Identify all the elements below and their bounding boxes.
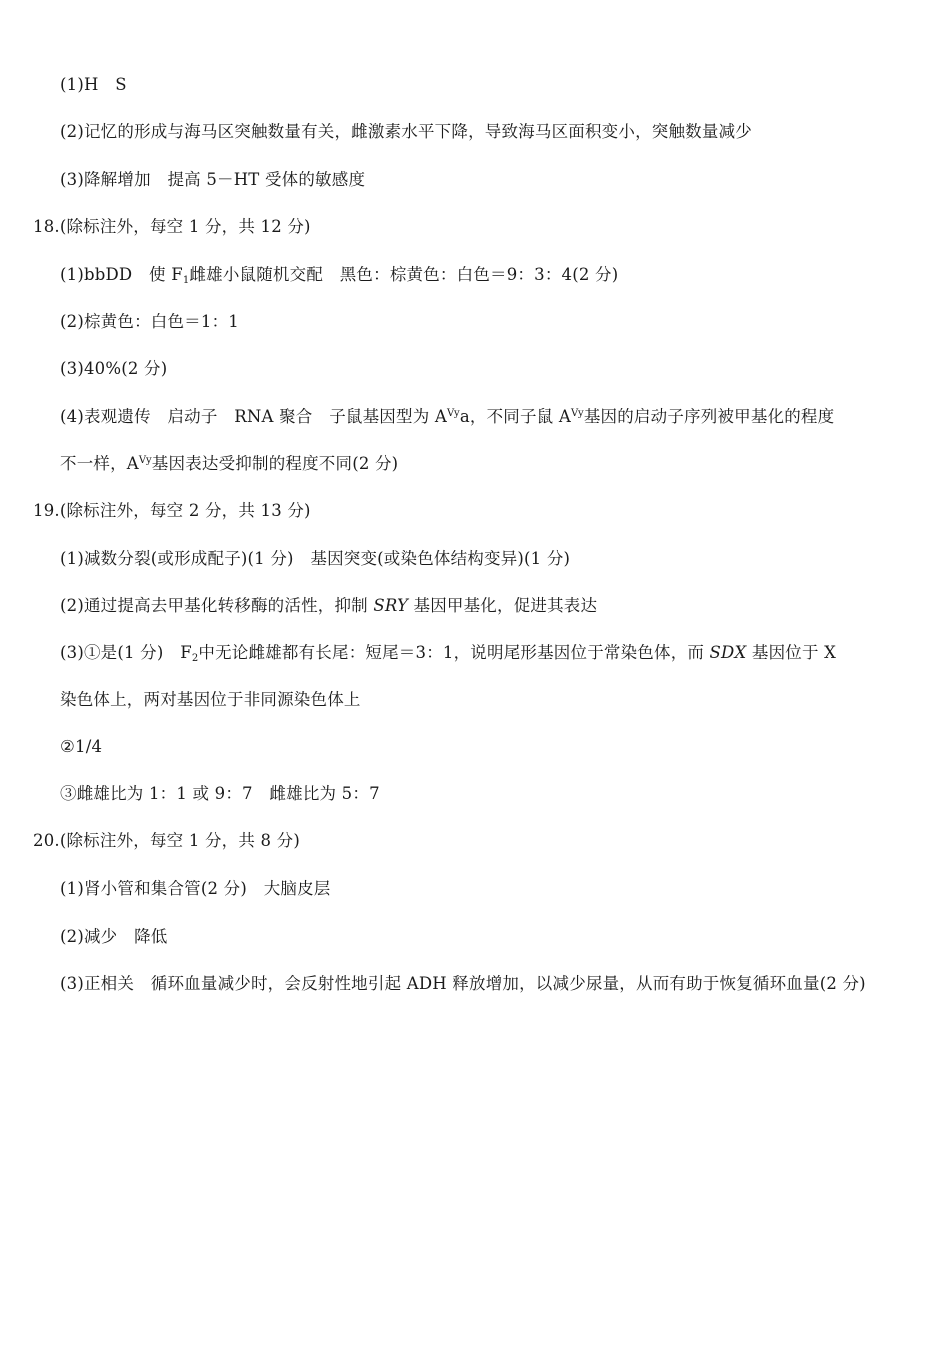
- q18-answer-1-sub: 1: [182, 275, 190, 286]
- q19-answer-2-pre: (2)通过提高去甲基化转移酶的活性，抑制: [60, 596, 374, 615]
- q19-answer-3-gene: SDX: [709, 643, 747, 662]
- q17-answer-2: (2)记忆的形成与海马区突触数量有关，雌激素水平下降，导致海马区面积变小，突触数量减少: [60, 122, 752, 141]
- q20-answer-3: (3)正相关 循环血量减少时，会反射性地引起 ADH 释放增加，以减少尿量，从而有助于恢复循环血量(2 分): [60, 974, 866, 993]
- q18-answer-3: (3)40%(2 分): [60, 359, 168, 378]
- q18-answer-1-pre: (1)bbDD 使 F: [60, 265, 183, 284]
- q18-answer-4-part1: (4)表观遗传 启动子 RNA 聚合 子鼠基因型为 A: [60, 407, 447, 426]
- q18-answer-4-cont-pre: 不一样，A: [60, 454, 139, 473]
- q19-answer-3-post: 基因位于 X: [746, 643, 837, 662]
- q19-answer-3: [60, 642, 836, 664]
- q20-header: 20.(除标注外，每空 1 分，共 8 分): [33, 831, 300, 850]
- q18-answer-2: (2)棕黄色：白色＝1：1: [60, 312, 239, 331]
- q19-answer-3-2: ②1/4: [60, 737, 103, 756]
- q18-answer-4-cont-sup: Vy: [138, 455, 152, 466]
- q18-answer-4: [60, 406, 834, 428]
- q17-answer-3: (3)降解增加 提高 5－HT 受体的敏感度: [60, 170, 366, 189]
- q18-answer-4-part3: 基因的启动子序列被甲基化的程度: [583, 407, 835, 426]
- q20-answer-1: (1)肾小管和集合管(2 分) 大脑皮层: [60, 879, 331, 898]
- q18-answer-1: [60, 264, 618, 286]
- q18-answer-4-cont-post: 基因表达受抑制的程度不同(2 分): [151, 454, 399, 473]
- q19-answer-3-mid: 中无论雌雄都有长尾：短尾＝3：1，说明尾形基因位于常染色体，而: [198, 643, 710, 662]
- q17-answer-1: (1)H S: [60, 75, 127, 94]
- q18-header: 18.(除标注外，每空 1 分，共 12 分): [33, 217, 311, 236]
- q19-answer-2-gene: SRY: [373, 596, 409, 615]
- q19-answer-2: [60, 595, 597, 617]
- q19-answer-3-pre: (3)①是(1 分) F: [60, 643, 192, 662]
- q18-answer-4-continued: [60, 453, 398, 475]
- q19-header: 19.(除标注外，每空 2 分，共 13 分): [33, 501, 311, 520]
- q19-answer-3-sub: 2: [191, 653, 199, 664]
- q19-answer-3-3: ③雌雄比为 1：1 或 9：7 雌雄比为 5：7: [60, 784, 380, 803]
- q19-answer-1: (1)减数分裂(或形成配子)(1 分) 基因突变(或染色体结构变异)(1 分): [60, 549, 571, 568]
- q18-answer-4-sup2: Vy: [570, 408, 584, 419]
- q19-answer-3-continued: 染色体上，两对基因位于非同源染色体上: [60, 690, 361, 709]
- q18-answer-4-part2: a，不同子鼠 A: [459, 407, 571, 426]
- q19-answer-2-post: 基因甲基化，促进其表达: [408, 596, 598, 615]
- q20-answer-2: (2)减少 降低: [60, 927, 168, 946]
- q18-answer-1-post: 雌雄小鼠随机交配 黑色：棕黄色：白色＝9：3：4(2 分): [189, 265, 619, 284]
- q18-answer-4-sup1: Vy: [446, 408, 460, 419]
